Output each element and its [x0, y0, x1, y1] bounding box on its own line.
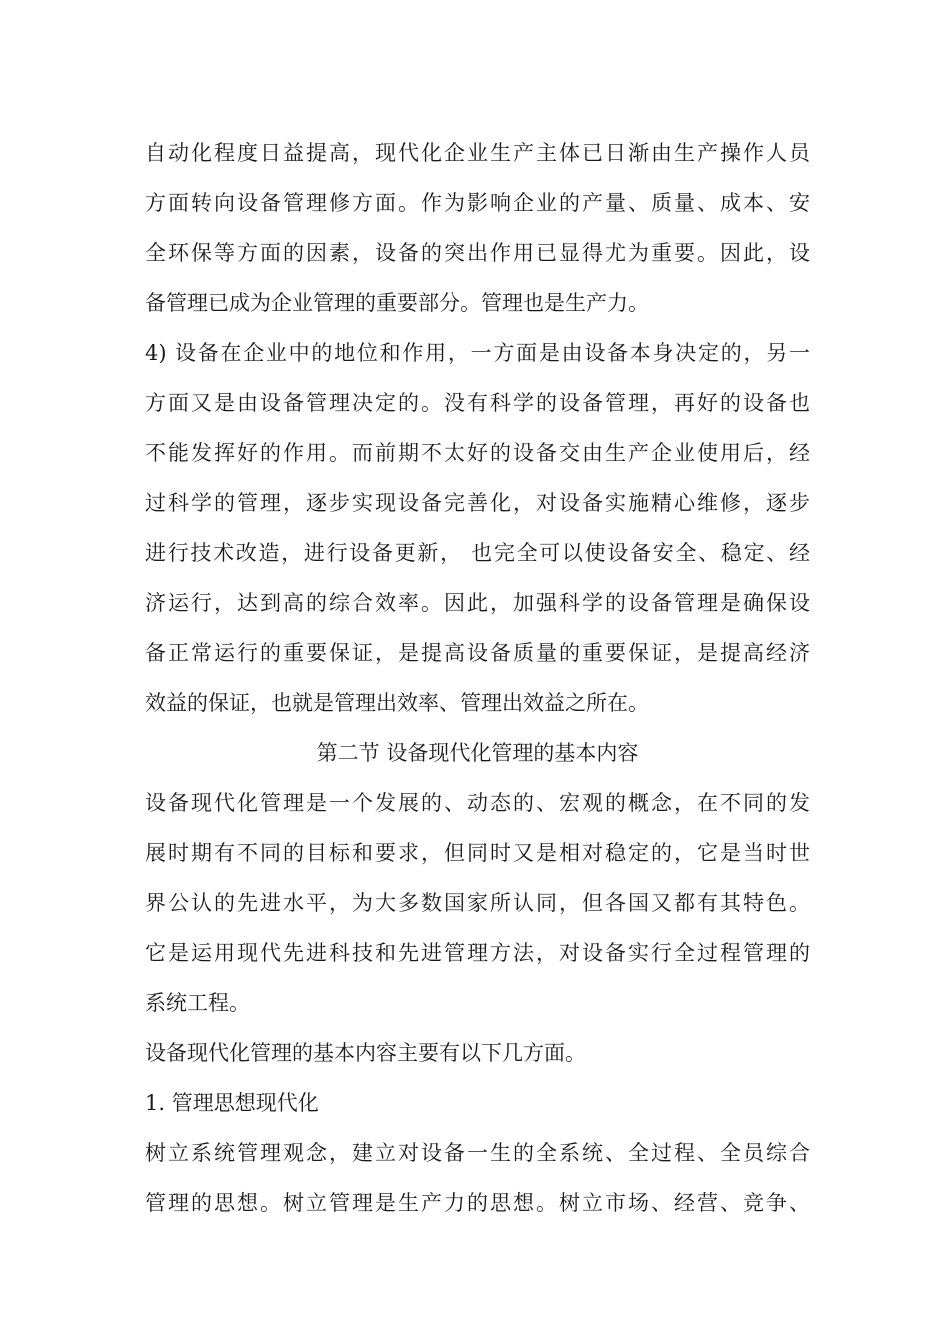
text-line-1: 自动化程度日益提高，现代化企业生产主体已日渐由生产操作人员 [145, 141, 810, 165]
text-line-21: 树立系统管理观念，建立对设备一生的全系统、全过程、全员综合 [145, 1141, 810, 1165]
text-line-22: 管理的思想。树立管理是生产力的思想。树立市场、经营、竞争、 [145, 1191, 810, 1215]
text-line-17: 它是运用现代先进科技和先进管理方法，对设备实行全过程管理的 [145, 941, 810, 965]
text-line-18: 系统工程。 [145, 991, 250, 1015]
text-line-14: 设备现代化管理是一个发展的、动态的、宏观的概念，在不同的发 [145, 791, 810, 815]
text-line-2: 方面转向设备管理修方面。作为影响企业的产量、质量、成本、安 [145, 191, 810, 215]
text-line-16: 界公认的先进水平，为大多数国家所认同，但各国又都有其特色。 [145, 891, 810, 915]
text-line-5: 4) 设备在企业中的地位和作用，一方面是由设备本身决定的，另一 [145, 341, 810, 365]
text-line-15: 展时期有不同的目标和要求，但同时又是相对稳定的，它是当时世 [145, 841, 810, 865]
subheading-management-thought: 1. 管理思想现代化 [145, 1091, 319, 1115]
text-line-9: 进行技术改造，进行设备更新， 也完全可以使设备安全、稳定、经 [145, 541, 810, 565]
text-line-12: 效益的保证，也就是管理出效率、管理出效益之所在。 [145, 691, 649, 715]
text-line-6: 方面又是由设备管理决定的。没有科学的设备管理，再好的设备也 [145, 391, 810, 415]
text-line-4: 备管理已成为企业管理的重要部分。管理也是生产力。 [145, 291, 649, 315]
text-line-11: 备正常运行的重要保证，是提高设备质量的重要保证，是提高经济 [145, 641, 810, 665]
section-heading: 第二节 设备现代化管理的基本内容 [316, 741, 639, 765]
text-line-7: 不能发挥好的作用。而前期不太好的设备交由生产企业使用后，经 [145, 441, 810, 465]
text-line-3: 全环保等方面的因素，设备的突出作用已显得尤为重要。因此，设 [145, 241, 810, 265]
document-page [145, 128, 810, 1228]
text-line-10: 济运行，达到高的综合效率。因此，加强科学的设备管理是确保设 [145, 591, 810, 615]
text-line-8: 过科学的管理，逐步实现设备完善化，对设备实施精心维修，逐步 [145, 491, 810, 515]
text-line-19: 设备现代化管理的基本内容主要有以下几方面。 [145, 1041, 586, 1065]
